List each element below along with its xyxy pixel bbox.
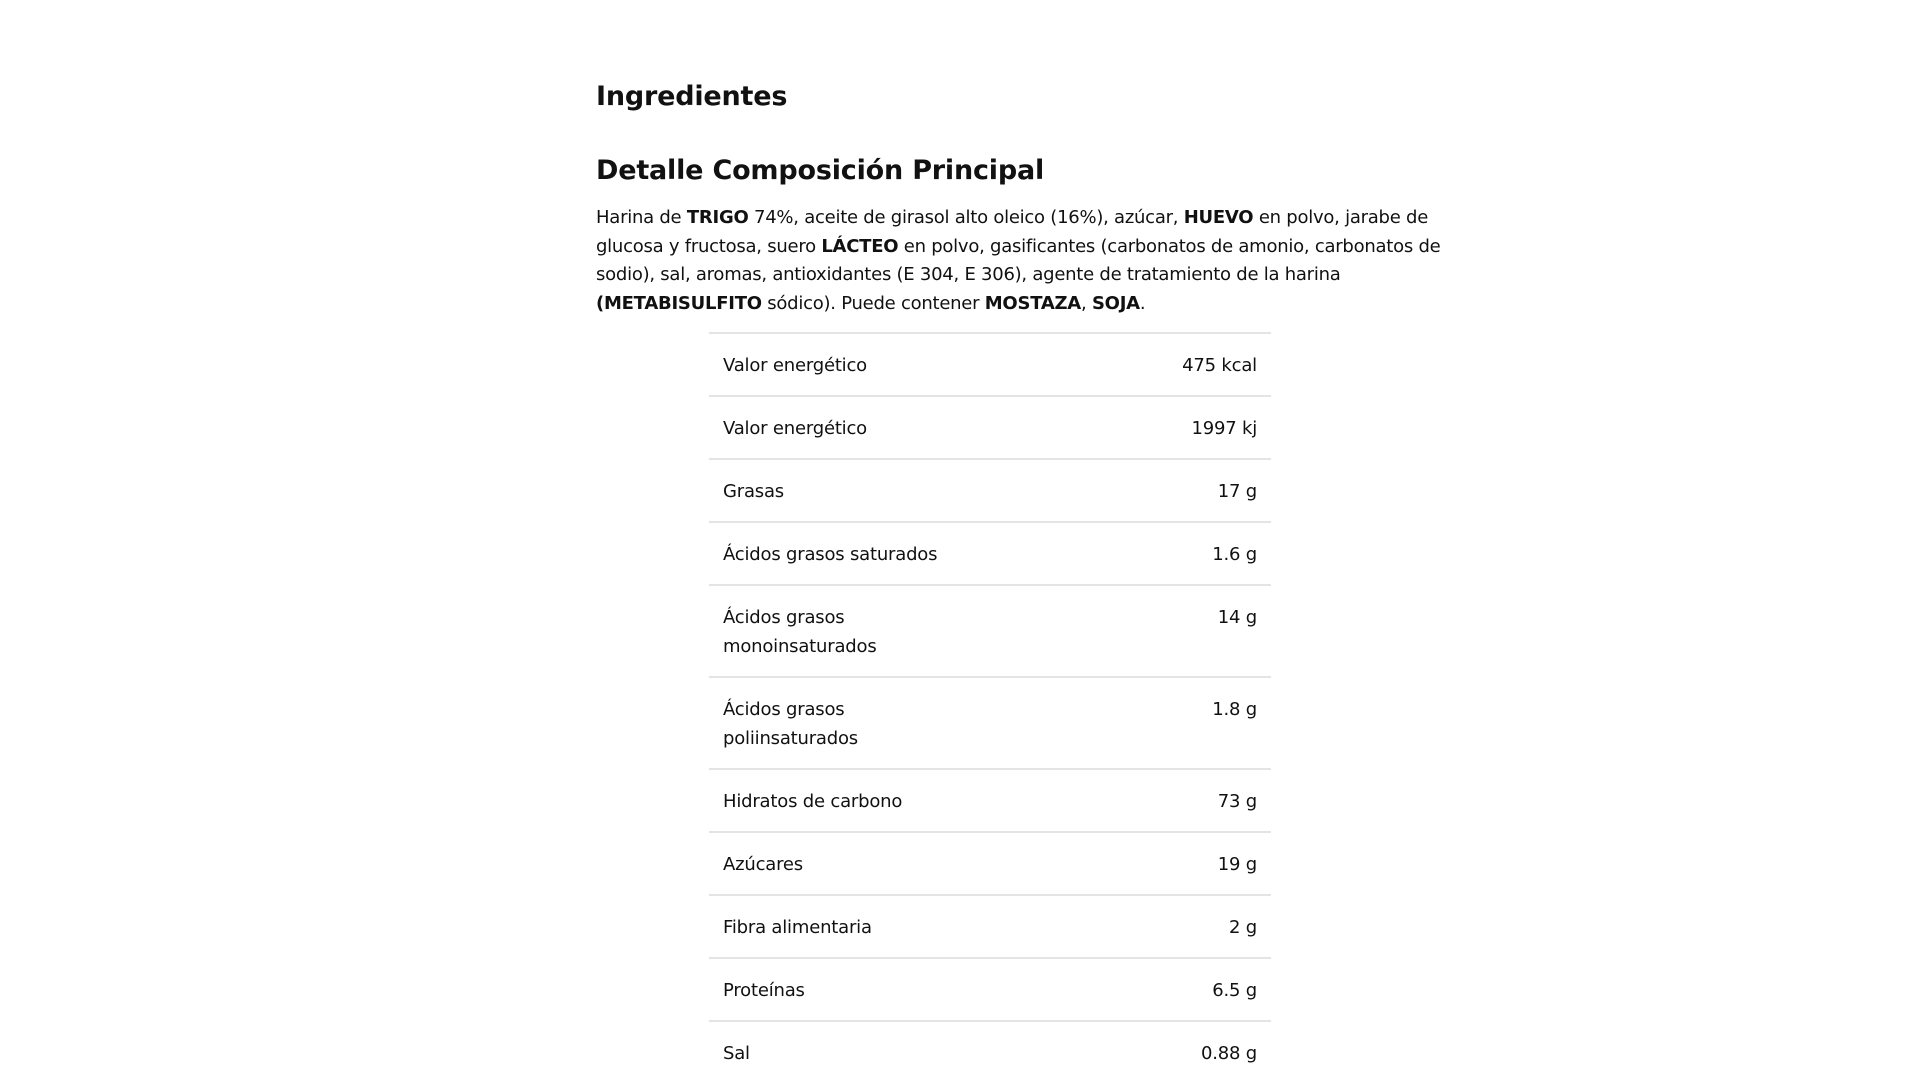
nutrient-name: Ácidos grasos monoinsaturados — [723, 607, 877, 657]
ingredients-text — [596, 204, 1476, 318]
ingredients-text-segment: en polvo, gasificantes (carbonatos de amonio, carbonatos de sodio), sal, aromas, antioxidantes (E 304, E 306), agente de tratamiento de la harina — [596, 235, 1441, 285]
nutrition-row — [709, 958, 1271, 1021]
nutrient-name: Grasas — [723, 481, 784, 502]
nutrition-table — [709, 332, 1271, 1083]
nutrition-row — [709, 832, 1271, 895]
nutrient-name: Fibra alimentaria — [723, 917, 872, 938]
ingredients-text-segment: . — [1139, 292, 1146, 314]
allergen-highlight: TRIGO — [686, 207, 749, 228]
nutrient-value: 6.5 g — [1212, 980, 1257, 1001]
nutrition-row — [709, 522, 1271, 585]
nutrient-name: Azúcares — [723, 854, 803, 875]
allergen-highlight: SOJA — [1091, 292, 1140, 314]
nutrient-value: 19 g — [1217, 854, 1257, 875]
nutrition-row — [709, 1021, 1271, 1083]
nutrient-value: 1.8 g — [1212, 699, 1257, 720]
ingredients-text-segment: Harina de — [596, 207, 687, 228]
ingredients-heading: Ingredientes — [596, 81, 788, 112]
allergen-highlight: MOSTAZA — [984, 292, 1081, 314]
nutrient-name: Valor energético — [723, 418, 867, 439]
nutrition-row — [709, 459, 1271, 522]
nutrient-name: Hidratos de carbono — [723, 791, 903, 812]
nutrient-value: 73 g — [1217, 791, 1257, 812]
nutrient-name: Ácidos grasos saturados — [723, 544, 938, 565]
allergen-highlight: (METABISULFITO — [596, 292, 762, 314]
composition-title: Detalle Composición Principal — [596, 155, 1045, 186]
nutrient-name: Sal — [723, 1043, 750, 1064]
nutrition-row — [709, 396, 1271, 459]
nutrient-value: 1.6 g — [1212, 544, 1257, 565]
nutrition-row — [709, 333, 1271, 396]
nutrient-name: Proteínas — [723, 980, 805, 1001]
allergen-highlight: HUEVO — [1183, 207, 1254, 228]
nutrient-value: 2 g — [1229, 917, 1257, 938]
ingredients-text-segment: , — [1081, 292, 1092, 314]
nutrient-name: Ácidos grasos poliinsaturados — [723, 699, 858, 749]
ingredients-text-segment: 74%, aceite de girasol alto oleico (16%), azúcar, — [748, 207, 1184, 228]
nutrient-name: Valor energético — [723, 355, 867, 376]
nutrition-row — [709, 895, 1271, 958]
ingredients-text-segment: en polvo, jarabe de glucosa y fructosa, suero — [596, 207, 1429, 257]
allergen-highlight: LÁCTEO — [821, 235, 899, 257]
nutrient-value: 475 kcal — [1182, 355, 1257, 376]
nutrient-value: 17 g — [1217, 481, 1257, 502]
nutrition-row — [709, 769, 1271, 832]
nutrient-value: 1997 kj — [1191, 418, 1257, 439]
nutrient-value: 14 g — [1217, 607, 1257, 628]
nutrition-row — [709, 677, 1271, 769]
nutrient-value: 0.88 g — [1200, 1043, 1257, 1064]
product-info-section — [596, 78, 1476, 1083]
nutrition-row — [709, 585, 1271, 677]
ingredients-text-segment: sódico). Puede contener — [761, 292, 985, 314]
